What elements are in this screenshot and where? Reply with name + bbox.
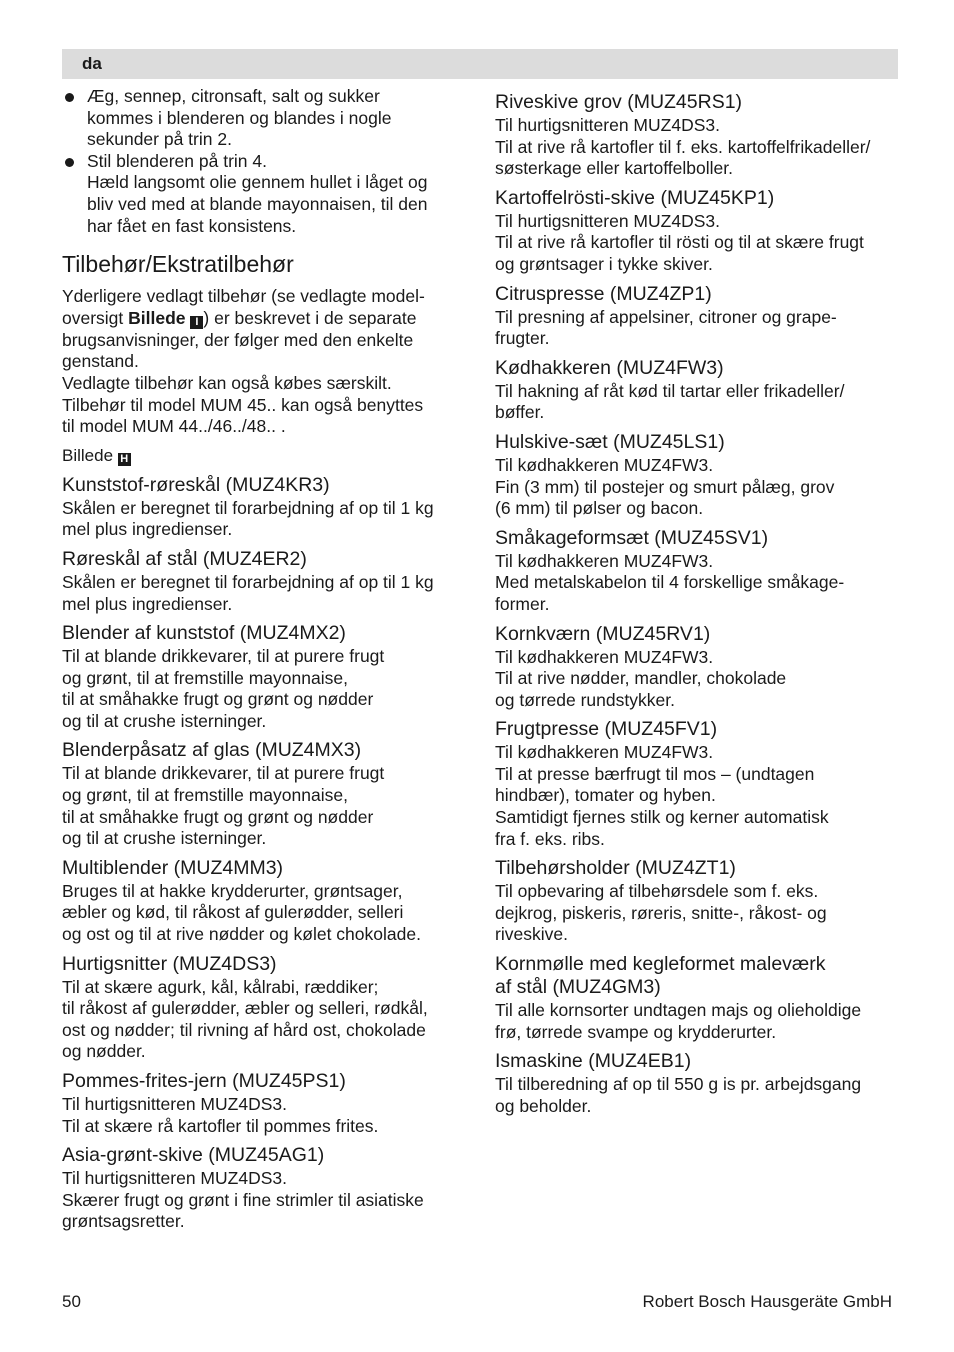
bullet-list — [62, 86, 462, 237]
intro-line: til model MUM 44../46../48.. . — [62, 416, 286, 437]
accessory-title: Røreskål af stål (MUZ4ER2) — [62, 547, 307, 570]
accessory-item — [62, 953, 462, 1063]
description-line: Skålen er beregnet til forarbejdning af op til 1 kg — [62, 497, 434, 518]
description-line: Til hakning af råt kød til tartar eller frikadeller/ — [495, 380, 845, 401]
accessory-item — [495, 1050, 900, 1117]
bullet-item — [62, 151, 462, 237]
description-line: Til at rive rå kartofler til rösti og til at skære frugt — [495, 232, 864, 253]
accessory-item — [495, 953, 900, 1043]
accessory-description — [495, 647, 900, 712]
accessory-list — [62, 474, 462, 1233]
figure-reference — [62, 445, 462, 467]
bullet-line: kommes i blenderen og blandes i nogle — [87, 107, 392, 128]
description-line: frø, tørrede svampe og krydderurter. — [495, 1021, 777, 1042]
figure-ref-box: H — [118, 453, 131, 466]
description-line: Samtidigt fjernes stilk og kerner automatisk — [495, 807, 829, 828]
accessory-description — [495, 211, 900, 276]
accessory-title: Hurtigsnitter (MUZ4DS3) — [62, 952, 277, 975]
accessory-title: Pommes-frites-jern (MUZ45PS1) — [62, 1070, 346, 1092]
accessory-item — [62, 1144, 462, 1233]
intro-paragraph — [62, 286, 462, 438]
accessory-item — [62, 474, 462, 541]
description-line: til råkost af gulerødder, æbler og selleri, rødkål, — [62, 998, 428, 1019]
description-line: Til kødhakkeren MUZ4FW3. — [495, 742, 714, 763]
accessory-item — [495, 91, 900, 180]
description-line: Til at blande drikkevarer, til at purere frugt — [62, 763, 385, 784]
description-line: og ost og til at rive nødder og kølet chokolade. — [62, 924, 421, 945]
accessory-item — [62, 857, 462, 946]
intro-text: oversigt — [62, 307, 129, 328]
accessory-description — [62, 763, 462, 849]
accessory-item — [62, 622, 462, 732]
description-line: Til at skære agurk, kål, kålrabi, ræddiker; — [62, 976, 379, 997]
accessory-list — [495, 91, 900, 1117]
description-line: Til hurtigsnitteren MUZ4DS3. — [62, 1094, 287, 1114]
intro-line: Vedlagte tilbehør kan også købes særskilt. — [62, 372, 392, 393]
description-line: til at småhakke frugt og grønt og nødder — [62, 806, 374, 827]
figure-ref-label: Billede — [62, 445, 114, 465]
description-line: søsterkage eller kartoffelboller. — [495, 158, 733, 179]
description-line: mel plus ingredienser. — [62, 593, 233, 614]
description-line: mel plus ingredienser. — [62, 519, 233, 540]
right-column — [495, 84, 900, 1117]
accessory-item — [495, 431, 900, 520]
accessory-title: Hulskive-sæt (MUZ45LS1) — [495, 430, 725, 453]
description-line: og nødder. — [62, 1041, 146, 1062]
description-line: Skærer frugt og grønt i fine strimler til asiatiske — [62, 1189, 424, 1210]
accessory-item — [495, 718, 900, 850]
description-line: og grønt, til at fremstille mayonnaise, — [62, 667, 348, 688]
description-line: og til at crushe isterninger. — [62, 828, 267, 849]
description-line: og grøntsager i tykke skiver. — [495, 253, 713, 274]
description-line: former. — [495, 593, 550, 614]
figure-ref-label: Billede — [128, 307, 186, 328]
description-line: frugter. — [495, 328, 550, 349]
accessory-description — [495, 1074, 900, 1117]
description-line: ost og nødder; til rivning af hård ost, chokolade — [62, 1019, 426, 1040]
description-line: Med metalskabelon til 4 forskellige småkage- — [495, 572, 845, 593]
description-line: hindbær), tomater og hyben. — [495, 785, 716, 806]
accessory-description — [495, 455, 900, 520]
accessory-description — [495, 1000, 900, 1043]
accessory-title: Asia-grønt-skive (MUZ45AG1) — [62, 1144, 325, 1167]
accessory-title: Riveskive grov (MUZ45RS1) — [495, 91, 743, 113]
accessory-item — [62, 739, 462, 849]
accessory-description — [62, 498, 462, 541]
accessory-description — [62, 572, 462, 615]
description-line: Til hurtigsnitteren MUZ4DS3. — [495, 115, 720, 135]
description-line: Fin (3 mm) til postejer og smurt pålæg, grov — [495, 476, 835, 497]
intro-line: brugsanvisninger, der følger med den enkelte — [62, 329, 414, 350]
accessory-title: Blender af kunststof (MUZ4MX2) — [62, 622, 346, 645]
figure-ref-box: I — [190, 316, 203, 329]
bullet-line: Hæld langsomt olie gennem hullet i låget og — [87, 172, 428, 193]
company-name: Robert Bosch Hausgeräte GmbH — [642, 1292, 892, 1311]
intro-line: Yderligere vedlagt tilbehør (se vedlagte model- — [62, 286, 425, 307]
accessory-title: Ismaskine (MUZ4EB1) — [495, 1050, 692, 1073]
section-title: Tilbehør/Ekstratilbehør — [62, 251, 294, 278]
language-bar — [62, 49, 898, 79]
accessory-item — [62, 548, 462, 615]
accessory-description — [62, 881, 462, 946]
accessory-description — [62, 1094, 462, 1137]
description-line: Til tilberedning af op til 550 g is pr. arbejdsgang — [495, 1074, 862, 1095]
bullet-line: Stil blenderen på trin 4. — [87, 150, 267, 171]
bullet-dot-icon — [65, 158, 74, 167]
intro-line: genstand. — [62, 351, 139, 372]
description-line: Til alle kornsorter undtagen majs og olieholdige — [495, 1000, 862, 1021]
left-column — [62, 86, 462, 1233]
accessory-description — [495, 115, 900, 180]
accessory-description — [62, 646, 462, 732]
accessory-item — [62, 1070, 462, 1137]
accessory-item — [495, 623, 900, 712]
description-line: Til hurtigsnitteren MUZ4DS3. — [62, 1168, 287, 1189]
description-line: Til at rive rå kartofler til f. eks. kartoffelfrikadeller/ — [495, 136, 871, 157]
accessory-description — [495, 742, 900, 850]
accessory-item — [495, 857, 900, 946]
intro-text: ) er beskrevet i de separate — [203, 307, 417, 328]
description-line: og beholder. — [495, 1095, 592, 1116]
description-line: til at småhakke frugt og grønt og nødder — [62, 689, 374, 710]
accessory-title: Kartoffelrösti-skive (MUZ45KP1) — [495, 186, 775, 209]
accessory-description — [62, 1168, 462, 1233]
accessory-title: Kornmølle med kegleformet maleværk — [495, 953, 826, 976]
description-line: Til kødhakkeren MUZ4FW3. — [495, 646, 714, 667]
language-label: da — [82, 54, 102, 73]
description-line: og grønt, til at fremstille mayonnaise, — [62, 785, 348, 806]
bullet-dot-icon — [65, 93, 74, 102]
accessory-item — [495, 187, 900, 276]
description-line: og til at crushe isterninger. — [62, 710, 267, 731]
accessory-title: Tilbehørsholder (MUZ4ZT1) — [495, 857, 736, 880]
description-line: og tørrede rundstykker. — [495, 689, 675, 710]
description-line: Bruges til at hakke krydderurter, grøntsager, — [62, 880, 403, 901]
accessory-title: Citruspresse (MUZ4ZP1) — [495, 282, 712, 305]
description-line: Skålen er beregnet til forarbejdning af op til 1 kg — [62, 571, 434, 592]
bullet-line: sekunder på trin 2. — [87, 129, 232, 150]
description-line: Til kødhakkeren MUZ4FW3. — [495, 454, 714, 475]
description-line: Til kødhakkeren MUZ4FW3. — [495, 550, 714, 571]
accessory-title: Kunststof-røreskål (MUZ4KR3) — [62, 473, 330, 496]
accessory-description — [495, 307, 900, 350]
accessory-description — [495, 551, 900, 616]
description-line: æbler og kød, til råkost af gulerødder, selleri — [62, 902, 404, 923]
accessory-item — [495, 527, 900, 616]
bullet-line: bliv ved med at blande mayonnaisen, til den — [87, 193, 428, 214]
bullet-line: Æg, sennep, citronsaft, salt og sukker — [87, 86, 380, 106]
accessory-title: Multiblender (MUZ4MM3) — [62, 856, 284, 879]
intro-line: Tilbehør til model MUM 45.. kan også benyttes — [62, 394, 424, 415]
accessory-item — [495, 283, 900, 350]
page-number: 50 — [62, 1292, 81, 1311]
description-line: Til at presse bærfrugt til mos – (undtagen — [495, 763, 815, 784]
bullet-item — [62, 86, 462, 151]
description-line: bøffer. — [495, 402, 545, 423]
description-line: Til hurtigsnitteren MUZ4DS3. — [495, 210, 720, 231]
description-line: riveskive. — [495, 924, 568, 945]
description-line: grøntsagsretter. — [62, 1211, 185, 1232]
accessory-description — [495, 881, 900, 946]
bullet-line: har fået en fast konsistens. — [87, 215, 297, 236]
description-line: Til at rive nødder, mandler, chokolade — [495, 668, 787, 689]
accessory-description — [495, 381, 900, 424]
accessory-title: Småkageformsæt (MUZ45SV1) — [495, 526, 769, 549]
description-line: Til at blande drikkevarer, til at purere frugt — [62, 646, 385, 667]
accessory-title: Kødhakkeren (MUZ4FW3) — [495, 356, 724, 379]
description-line: Til presning af appelsiner, citroner og grape- — [495, 306, 837, 327]
description-line: Til opbevaring af tilbehørsdele som f. eks. — [495, 881, 819, 902]
accessory-title: Frugtpresse (MUZ45FV1) — [495, 718, 718, 741]
intro-line — [62, 308, 462, 330]
accessory-title: af stål (MUZ4GM3) — [495, 976, 661, 999]
description-line: fra f. eks. ribs. — [495, 828, 605, 849]
accessory-description — [62, 977, 462, 1063]
accessory-item — [495, 357, 900, 424]
description-line: dejkrog, piskeris, røreris, snitte-, råkost- og — [495, 902, 827, 923]
accessory-title: Kornkværn (MUZ45RV1) — [495, 622, 711, 645]
description-line: (6 mm) til pølser og bacon. — [495, 498, 704, 519]
description-line: Til at skære rå kartofler til pommes frites. — [62, 1115, 379, 1136]
accessory-title: Blenderpåsatz af glas (MUZ4MX3) — [62, 739, 362, 762]
